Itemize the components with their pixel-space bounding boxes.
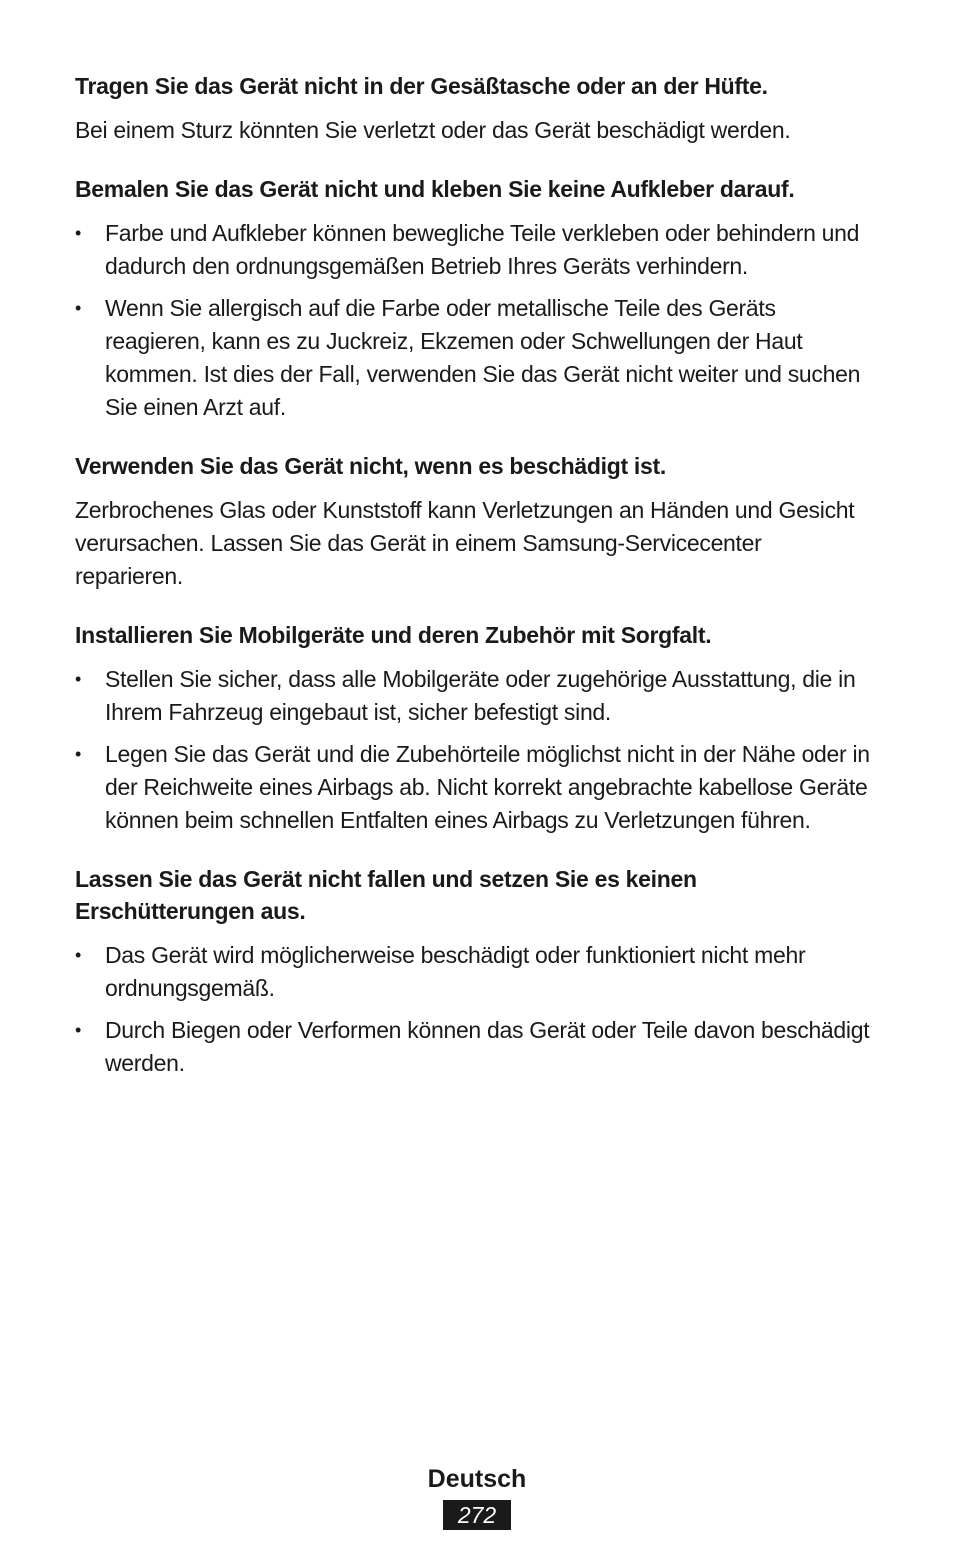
- list-item: [75, 939, 870, 1005]
- list-item-text: Wenn Sie allergisch auf die Farbe oder metallische Teile des Geräts reagieren, kann es zu Juckreiz, Ekzemen oder Schwellungen der Haut kommen. Ist dies der Fall, verwenden Sie das Gerät nicht weiter und suchen Sie einen Arzt auf.: [105, 295, 861, 420]
- section-heading: Bemalen Sie das Gerät nicht und kleben Sie keine Aufkleber darauf.: [75, 176, 795, 202]
- bullet-icon: •: [75, 223, 82, 243]
- bullet-icon: •: [75, 945, 82, 965]
- section-heading: Installieren Sie Mobilgeräte und deren Zubehör mit Sorgfalt.: [75, 622, 712, 648]
- bullet-list: [75, 663, 870, 837]
- list-item: [75, 292, 870, 424]
- section-paragraph: Bei einem Sturz könnten Sie verletzt oder das Gerät beschädigt werden.: [75, 117, 791, 143]
- bullet-icon: •: [75, 1020, 82, 1040]
- list-item-text: Durch Biegen oder Verformen können das Gerät oder Teile davon beschädigt werden.: [105, 1017, 870, 1076]
- bullet-icon: •: [75, 744, 82, 764]
- list-item: [75, 738, 870, 837]
- section-install: [75, 619, 870, 837]
- section-carry: [75, 70, 870, 147]
- page-footer: [0, 1462, 954, 1530]
- document-body: [75, 70, 870, 1106]
- list-item-text: Stellen Sie sicher, dass alle Mobilgeräte oder zugehörige Ausstattung, die in Ihrem Fahrzeug eingebaut ist, sicher befestigt sind.: [105, 666, 856, 725]
- footer-language: Deutsch: [427, 1465, 527, 1493]
- list-item-text: Legen Sie das Gerät und die Zubehörteile möglichst nicht in der Nähe oder in der Reichweite eines Airbags ab. Nicht korrekt angebrachte kabellose Geräte können beim schnellen Entfalten eines Airbags zu Verletzungen führen.: [105, 741, 870, 833]
- bullet-icon: •: [75, 669, 82, 689]
- bullet-list: [75, 217, 870, 424]
- section-heading: Tragen Sie das Gerät nicht in der Gesäßtasche oder an der Hüfte.: [75, 73, 768, 99]
- list-item-text: Farbe und Aufkleber können bewegliche Teile verkleben oder behindern und dadurch den ordnungsgemäßen Betrieb Ihres Geräts verhindern.: [105, 220, 860, 279]
- section-heading: Verwenden Sie das Gerät nicht, wenn es beschädigt ist.: [75, 453, 666, 479]
- bullet-icon: •: [75, 298, 82, 318]
- section-heading: Lassen Sie das Gerät nicht fallen und setzen Sie es keinen Erschütterungen aus.: [75, 866, 697, 924]
- section-drop: [75, 863, 870, 1080]
- list-item: [75, 217, 870, 283]
- list-item-text: Das Gerät wird möglicherweise beschädigt oder funktioniert nicht mehr ordnungsgemäß.: [105, 942, 806, 1001]
- bullet-list: [75, 939, 870, 1080]
- section-damaged: [75, 450, 870, 593]
- section-paragraph: Zerbrochenes Glas oder Kunststoff kann Verletzungen an Händen und Gesicht verursachen. Lassen Sie das Gerät in einem Samsung-Servicecenter reparieren.: [75, 497, 855, 589]
- page-number-badge: 272: [443, 1500, 511, 1530]
- list-item: [75, 1014, 870, 1080]
- section-paint: [75, 173, 870, 424]
- list-item: [75, 663, 870, 729]
